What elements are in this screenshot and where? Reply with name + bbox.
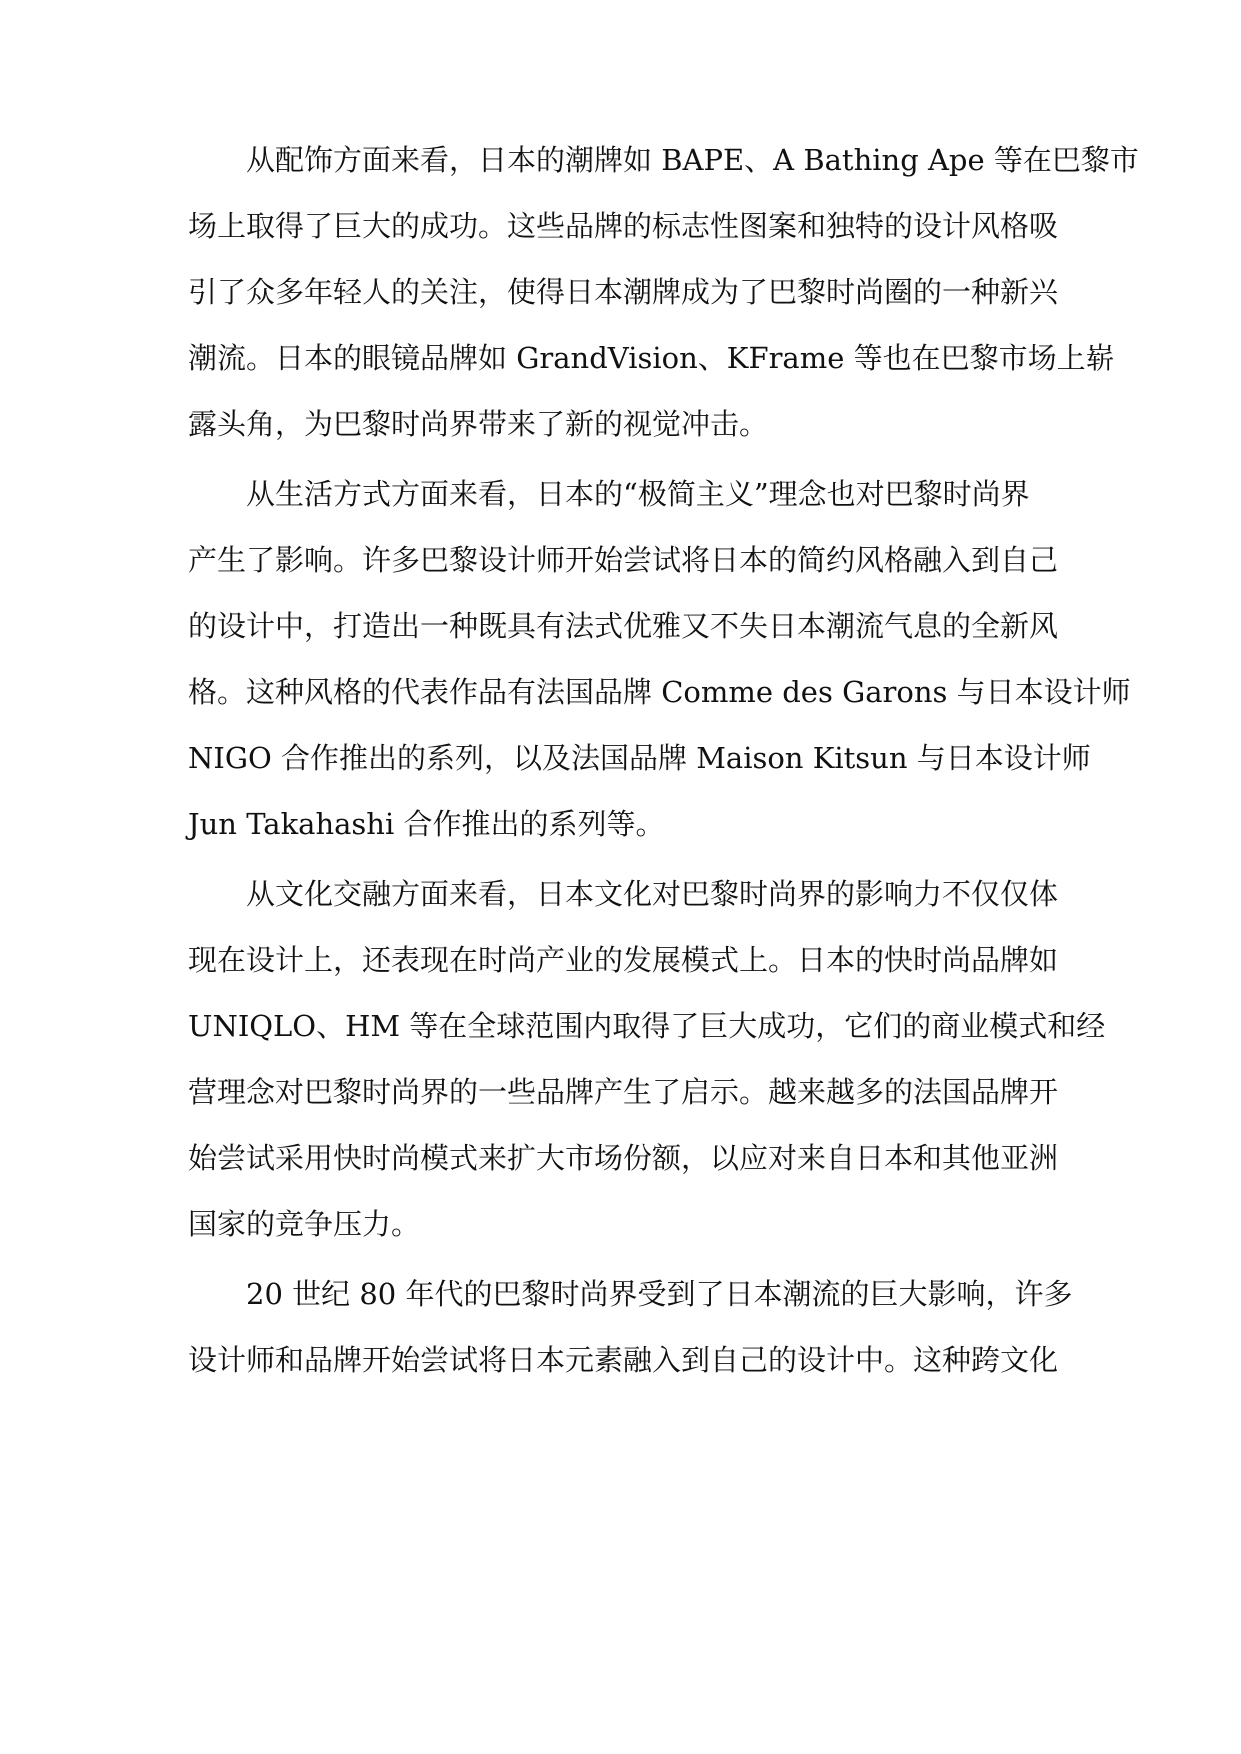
text-line: 从配饰方面来看，日本的潮牌如 BAPE、A Bathing Ape 等在巴黎市 [246, 143, 1139, 177]
text-line: NIGO 合作推出的系列，以及法国品牌 Maison Kitsun 与日本设计师 [188, 741, 1091, 775]
text-line: 现在设计上，还表现在时尚产业的发展模式上。日本的快时尚品牌如 [188, 943, 1059, 977]
text-line: 产生了影响。许多巴黎设计师开始尝试将日本的简约风格融入到自己 [188, 543, 1059, 577]
text-line: 露头角，为巴黎时尚界带来了新的视觉冲击。 [188, 407, 769, 441]
text-line: 从生活方式方面来看，日本的“极简主义”理念也对巴黎时尚界 [246, 477, 1030, 511]
text-line: UNIQLO、HM 等在全球范围内取得了巨大成功，它们的商业模式和经 [188, 1009, 1106, 1043]
text-line: 20 世纪 80 年代的巴黎时尚界受到了日本潮流的巨大影响，许多 [246, 1277, 1073, 1311]
text-line: 营理念对巴黎时尚界的一些品牌产生了启示。越来越多的法国品牌开 [188, 1075, 1059, 1109]
text-line: 格。这种风格的代表作品有法国品牌 Comme des Garons 与日本设计师 [188, 675, 1131, 709]
text-line: Jun Takahashi 合作推出的系列等。 [188, 807, 665, 841]
text-line: 引了众多年轻人的关注，使得日本潮牌成为了巴黎时尚圈的一种新兴 [188, 275, 1059, 309]
text-line: 潮流。日本的眼镜品牌如 GrandVision、KFrame 等也在巴黎市场上崭 [188, 341, 1115, 375]
text-line: 从文化交融方面来看，日本文化对巴黎时尚界的影响力不仅仅体 [246, 877, 1059, 911]
text-line: 的设计中，打造出一种既具有法式优雅又不失日本潮流气息的全新风 [188, 609, 1059, 643]
text-line: 设计师和品牌开始尝试将日本元素融入到自己的设计中。这种跨文化 [188, 1343, 1059, 1377]
text-line: 场上取得了巨大的成功。这些品牌的标志性图案和独特的设计风格吸 [188, 209, 1059, 243]
text-line: 国家的竞争压力。 [188, 1207, 421, 1241]
text-line: 始尝试采用快时尚模式来扩大市场份额，以应对来自日本和其他亚洲 [188, 1141, 1059, 1175]
